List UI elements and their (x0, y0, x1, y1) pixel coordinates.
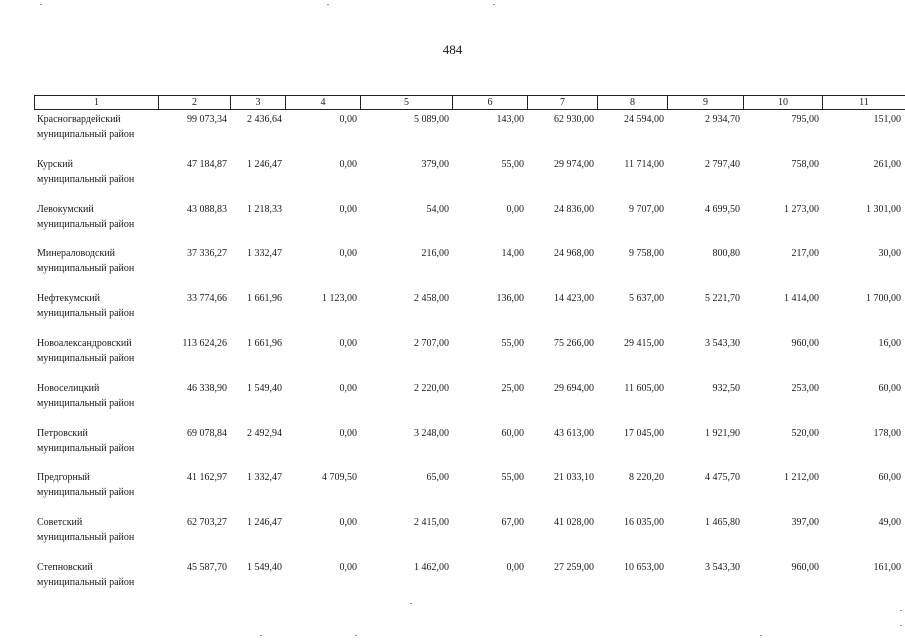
value-cell-col-10: 217,00 (791, 248, 819, 260)
value-cell-col-11: 60,00 (878, 382, 901, 394)
value-cell-col-9: 2 797,40 (705, 158, 740, 170)
value-cell-col-7: 24 836,00 (554, 203, 594, 215)
page-number: 484 (442, 42, 463, 57)
table-row (34, 336, 904, 370)
value-cell-col-10: 960,00 (791, 562, 819, 573)
district-type: муниципальный район (37, 487, 135, 499)
scan-speck (327, 4, 329, 5)
table-row (34, 112, 904, 146)
value-cell-col-11: 49,00 (878, 517, 901, 529)
value-cell-col-6: 55,00 (501, 472, 524, 484)
scan-speck (410, 603, 412, 604)
value-cell-col-2: 33 774,66 (187, 293, 227, 305)
value-cell-col-11: 30,00 (878, 248, 901, 260)
value-cell-col-9: 932,50 (712, 382, 740, 394)
value-cell-col-3: 1 549,40 (247, 382, 282, 394)
value-cell-col-2: 99 073,34 (187, 114, 227, 125)
value-cell-col-3: 1 549,40 (247, 562, 282, 573)
value-cell-col-7: 14 423,00 (554, 293, 594, 305)
column-header-2: 2 (159, 96, 231, 109)
value-cell-col-7: 75 266,00 (554, 338, 594, 349)
value-cell-col-5: 2 415,00 (414, 517, 449, 529)
value-cell-col-6: 136,00 (496, 293, 524, 305)
value-cell-col-10: 758,00 (791, 158, 819, 170)
value-cell-col-7: 62 930,00 (554, 114, 594, 125)
district-name: Минераловодский (37, 248, 116, 260)
district-name-cell (34, 426, 158, 460)
value-cell-col-3: 2 436,64 (247, 114, 282, 125)
district-type: муниципальный район (37, 263, 135, 275)
column-header-1: 1 (35, 96, 159, 109)
scan-speck (493, 4, 495, 5)
value-cell-col-9: 1 465,80 (705, 517, 740, 529)
scan-speck (900, 610, 902, 611)
value-cell-col-6: 25,00 (501, 382, 524, 394)
value-cell-col-2: 69 078,84 (187, 427, 227, 439)
value-cell-col-10: 397,00 (791, 517, 819, 529)
district-type: муниципальный район (37, 129, 135, 140)
value-cell-col-4: 0,00 (339, 248, 357, 260)
column-header-6: 6 (453, 96, 528, 109)
value-cell-col-4: 0,00 (339, 203, 357, 215)
value-cell-col-5: 54,00 (426, 203, 449, 215)
district-name: Новоалександровский (37, 338, 132, 349)
district-name-cell (34, 202, 158, 236)
district-name-cell (34, 381, 158, 415)
value-cell-col-11: 60,00 (878, 472, 901, 484)
value-cell-col-5: 5 089,00 (414, 114, 449, 125)
value-cell-col-8: 16 035,00 (624, 517, 664, 529)
value-cell-col-9: 800,80 (712, 248, 740, 260)
value-cell-col-3: 2 492,94 (247, 427, 282, 439)
district-name: Красногвардейский (37, 114, 121, 125)
value-cell-col-11: 1 301,00 (866, 203, 901, 215)
scan-speck (760, 635, 762, 636)
value-cell-col-4: 0,00 (339, 338, 357, 349)
value-cell-col-5: 216,00 (421, 248, 449, 260)
value-cell-col-6: 0,00 (506, 203, 524, 215)
value-cell-col-10: 795,00 (791, 114, 819, 125)
value-cell-col-3: 1 332,47 (247, 248, 282, 260)
district-name: Курский (37, 158, 73, 170)
district-name: Петровский (37, 427, 88, 439)
value-cell-col-7: 21 033,10 (554, 472, 594, 484)
value-cell-col-8: 9 707,00 (629, 203, 664, 215)
value-cell-col-5: 65,00 (426, 472, 449, 484)
value-cell-col-7: 29 694,00 (554, 382, 594, 394)
district-type: муниципальный район (37, 308, 135, 320)
value-cell-col-7: 41 028,00 (554, 517, 594, 529)
value-cell-col-5: 2 707,00 (414, 338, 449, 349)
value-cell-col-6: 0,00 (506, 562, 524, 573)
value-cell-col-10: 1 414,00 (784, 293, 819, 305)
value-cell-col-6: 14,00 (501, 248, 524, 260)
table-row (34, 291, 904, 325)
value-cell-col-5: 3 248,00 (414, 427, 449, 439)
district-type: муниципальный район (37, 442, 135, 454)
value-cell-col-3: 1 218,33 (247, 203, 282, 215)
scan-speck (900, 625, 902, 626)
value-cell-col-9: 1 921,90 (705, 427, 740, 439)
district-name-cell (34, 560, 158, 594)
district-name-cell (34, 157, 158, 191)
district-name: Советский (37, 517, 83, 529)
district-type: муниципальный район (37, 577, 135, 588)
value-cell-col-7: 43 613,00 (554, 427, 594, 439)
value-cell-col-11: 261,00 (873, 158, 901, 170)
table-row (34, 157, 904, 191)
value-cell-col-10: 1 212,00 (784, 472, 819, 484)
value-cell-col-10: 520,00 (791, 427, 819, 439)
district-name: Новоселицкий (37, 382, 100, 394)
value-cell-col-10: 253,00 (791, 382, 819, 394)
district-name: Левокумский (37, 203, 94, 215)
table-row (34, 246, 904, 280)
column-header-3: 3 (231, 96, 286, 109)
value-cell-col-11: 151,00 (873, 114, 901, 125)
value-cell-col-3: 1 246,47 (247, 158, 282, 170)
table-row (34, 426, 904, 460)
column-header-8: 8 (598, 96, 668, 109)
value-cell-col-9: 3 543,30 (705, 338, 740, 349)
district-name-cell (34, 470, 158, 504)
value-cell-col-11: 161,00 (873, 562, 901, 573)
value-cell-col-6: 143,00 (496, 114, 524, 125)
table-row (34, 560, 904, 594)
district-name-cell (34, 336, 158, 370)
district-name: Степновский (37, 562, 93, 573)
district-name-cell (34, 515, 158, 549)
district-name-cell (34, 291, 158, 325)
table-row (34, 381, 904, 415)
value-cell-col-9: 4 475,70 (705, 472, 740, 484)
value-cell-col-11: 178,00 (873, 427, 901, 439)
value-cell-col-2: 47 184,87 (187, 158, 227, 170)
value-cell-col-8: 24 594,00 (624, 114, 664, 125)
scan-speck (260, 635, 262, 636)
value-cell-col-5: 2 458,00 (414, 293, 449, 305)
district-name: Предгорный (37, 472, 90, 484)
district-name: Нефтекумский (37, 293, 100, 305)
district-type: муниципальный район (37, 532, 135, 544)
value-cell-col-2: 45 587,70 (187, 562, 227, 573)
district-type: муниципальный район (37, 173, 135, 185)
value-cell-col-9: 4 699,50 (705, 203, 740, 215)
value-cell-col-3: 1 661,96 (247, 293, 282, 305)
value-cell-col-2: 113 624,26 (182, 338, 227, 349)
value-cell-col-7: 24 968,00 (554, 248, 594, 260)
value-cell-col-2: 41 162,97 (187, 472, 227, 484)
value-cell-col-8: 11 714,00 (624, 158, 664, 170)
table-header-row (34, 95, 905, 110)
value-cell-col-8: 8 220,20 (629, 472, 664, 484)
scan-speck (355, 635, 357, 636)
value-cell-col-9: 3 543,30 (705, 562, 740, 573)
value-cell-col-2: 46 338,90 (187, 382, 227, 394)
value-cell-col-6: 55,00 (501, 158, 524, 170)
scan-speck (40, 4, 42, 5)
value-cell-col-8: 10 653,00 (624, 562, 664, 573)
value-cell-col-4: 4 709,50 (322, 472, 357, 484)
column-header-5: 5 (361, 96, 453, 109)
value-cell-col-4: 0,00 (339, 158, 357, 170)
value-cell-col-5: 2 220,00 (414, 382, 449, 394)
value-cell-col-10: 960,00 (791, 338, 819, 349)
value-cell-col-6: 55,00 (501, 338, 524, 349)
value-cell-col-9: 5 221,70 (705, 293, 740, 305)
value-cell-col-4: 0,00 (339, 517, 357, 529)
value-cell-col-3: 1 661,96 (247, 338, 282, 349)
column-header-7: 7 (528, 96, 598, 109)
value-cell-col-7: 27 259,00 (554, 562, 594, 573)
column-header-4: 4 (286, 96, 361, 109)
value-cell-col-3: 1 246,47 (247, 517, 282, 529)
value-cell-col-8: 9 758,00 (629, 248, 664, 260)
column-header-10: 10 (744, 96, 823, 109)
value-cell-col-8: 17 045,00 (624, 427, 664, 439)
district-type: муниципальный район (37, 397, 135, 409)
value-cell-col-6: 67,00 (501, 517, 524, 529)
value-cell-col-10: 1 273,00 (784, 203, 819, 215)
value-cell-col-9: 2 934,70 (705, 114, 740, 125)
value-cell-col-4: 0,00 (339, 114, 357, 125)
value-cell-col-4: 1 123,00 (322, 293, 357, 305)
value-cell-col-2: 62 703,27 (187, 517, 227, 529)
value-cell-col-2: 43 088,83 (187, 203, 227, 215)
value-cell-col-8: 29 415,00 (624, 338, 664, 349)
table-row (34, 202, 904, 236)
district-name-cell (34, 112, 158, 146)
value-cell-col-2: 37 336,27 (187, 248, 227, 260)
district-type: муниципальный район (37, 218, 135, 230)
value-cell-col-4: 0,00 (339, 562, 357, 573)
column-header-9: 9 (668, 96, 744, 109)
district-name-cell (34, 246, 158, 280)
column-header-11: 11 (859, 97, 869, 108)
district-type: муниципальный район (37, 353, 135, 364)
value-cell-col-4: 0,00 (339, 427, 357, 439)
value-cell-col-6: 60,00 (501, 427, 524, 439)
value-cell-col-11: 16,00 (878, 338, 901, 349)
value-cell-col-8: 11 605,00 (624, 382, 664, 394)
table-row (34, 470, 904, 504)
value-cell-col-3: 1 332,47 (247, 472, 282, 484)
value-cell-col-4: 0,00 (339, 382, 357, 394)
value-cell-col-5: 379,00 (421, 158, 449, 170)
value-cell-col-5: 1 462,00 (414, 562, 449, 573)
value-cell-col-8: 5 637,00 (629, 293, 664, 305)
value-cell-col-11: 1 700,00 (866, 293, 901, 305)
table-row (34, 515, 904, 549)
value-cell-col-7: 29 974,00 (554, 158, 594, 170)
